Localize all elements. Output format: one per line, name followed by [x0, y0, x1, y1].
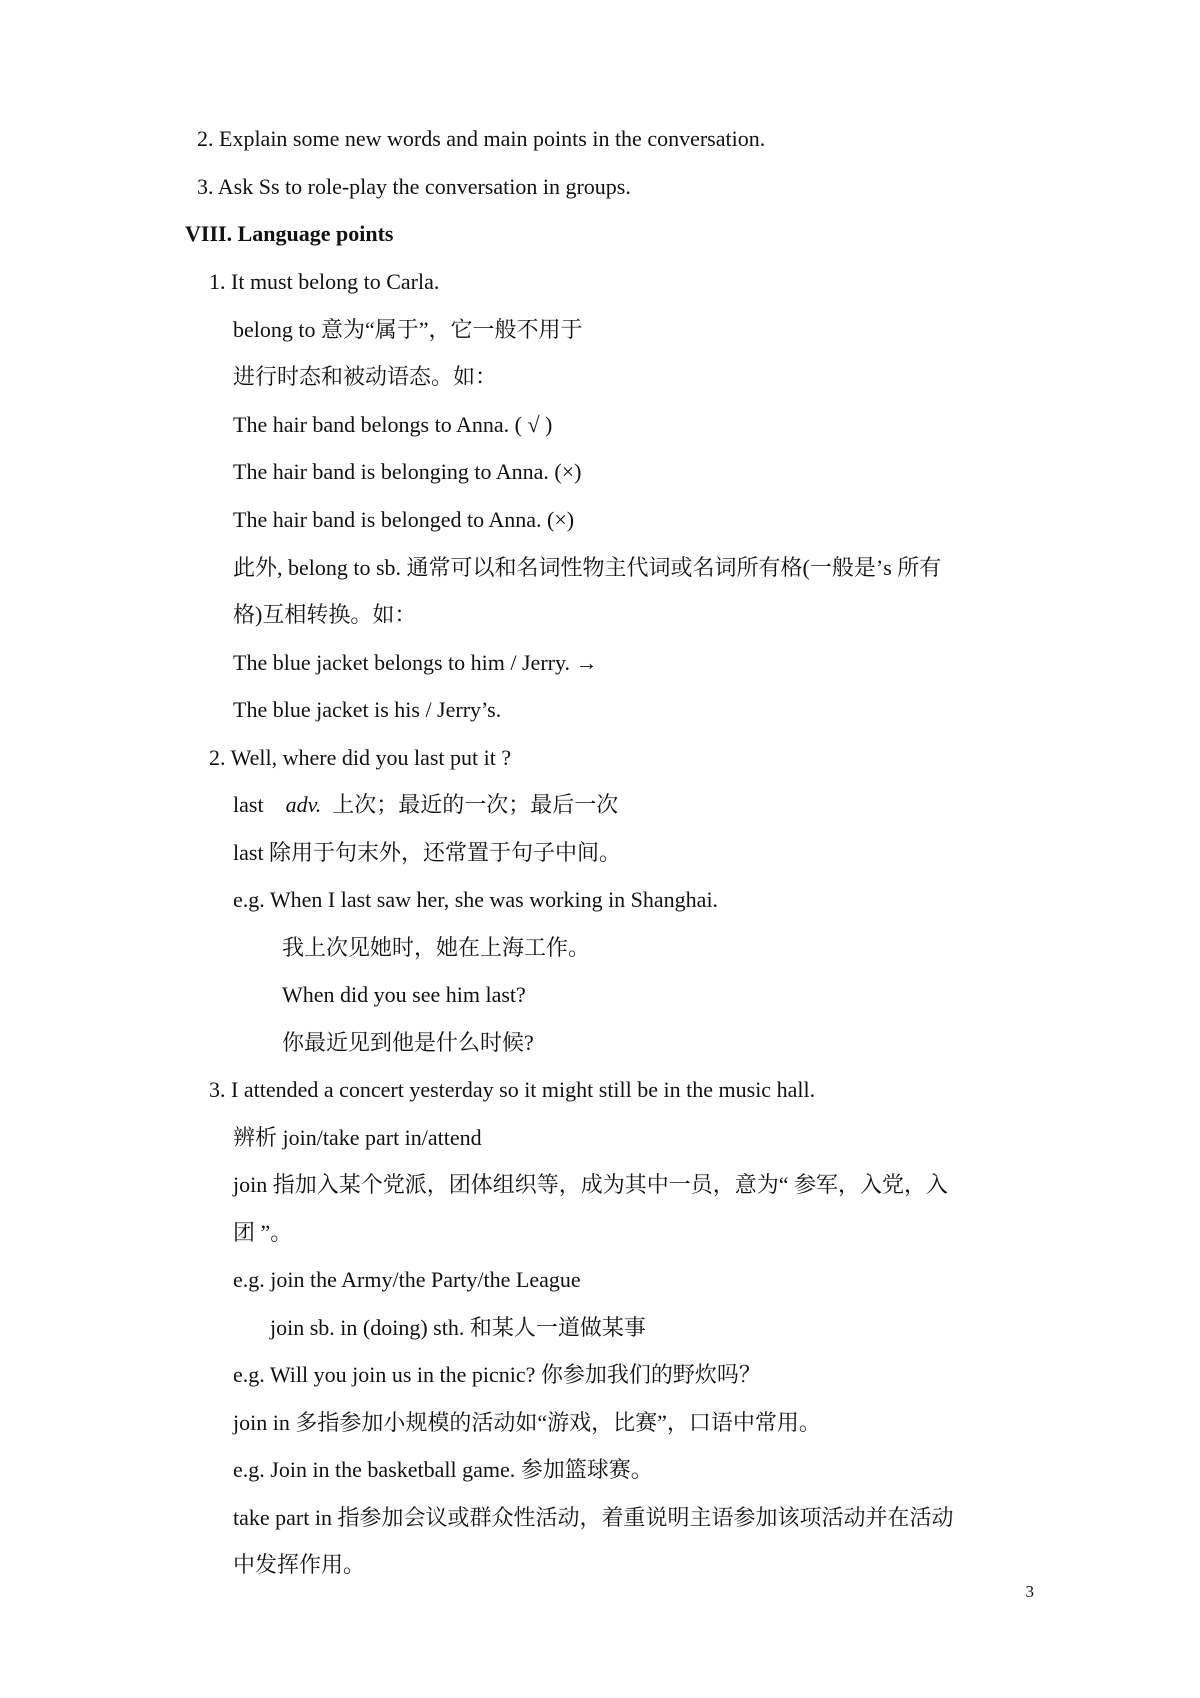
example-translation: 我上次见她时，她在上海工作。: [282, 935, 591, 960]
example-line: When did you see him last?: [282, 982, 526, 1007]
point-line: 辨析 join/take part in/attend: [233, 1125, 482, 1150]
point-line: 团 ”。: [233, 1220, 293, 1245]
point-line: The blue jacket belongs to him / Jerry. →: [233, 650, 598, 675]
section-heading: VIII. Language points: [185, 221, 394, 246]
point-title: 1. It must belong to Carla.: [209, 269, 440, 294]
point-line: take part in 指参加会议或群众性活动，着重说明主语参加该项活动并在活动: [233, 1505, 954, 1530]
definition-word: last: [233, 792, 264, 817]
point-line: 中发挥作用。: [233, 1552, 366, 1577]
point-line: last 除用于句末外，还常置于句子中间。: [233, 840, 622, 865]
point-line: The hair band is belonged to Anna. (×): [233, 507, 575, 532]
point-line: The hair band is belonging to Anna. (×): [233, 459, 582, 484]
point-title: 3. I attended a concert yesterday so it might still be in the music hall.: [209, 1077, 816, 1102]
point-line: 格)互相转换。如：: [233, 602, 417, 627]
instruction-line: 3. Ask Ss to role-play the conversation in groups.: [197, 174, 631, 199]
example-line: e.g. When I last saw her, she was working in Shanghai.: [233, 887, 719, 912]
point-line: belong to 意为“属于”，它一般不用于: [233, 317, 583, 342]
example-translation: 你最近见到他是什么时候?: [282, 1030, 534, 1055]
point-line: join in 多指参加小规模的活动如“游戏，比赛”，口语中常用。: [233, 1410, 821, 1435]
point-line: 此外, belong to sb. 通常可以和名词性物主代词或名词所有格(一般是’s 所有: [233, 555, 942, 580]
point-line: The blue jacket is his / Jerry’s.: [233, 697, 502, 722]
page-number: 3: [1025, 1582, 1034, 1601]
point-title: 2. Well, where did you last put it ?: [209, 745, 512, 770]
instruction-line: 2. Explain some new words and main points in the conversation.: [197, 126, 766, 151]
point-line: join 指加入某个党派，团体组织等，成为其中一员，意为“ 参军，入党，入: [233, 1172, 948, 1197]
definition-meaning: 上次；最近的一次；最后一次: [332, 792, 619, 817]
example-line: e.g. Will you join us in the picnic? 你参加我们的野炊吗？: [233, 1362, 761, 1387]
point-line: The hair band belongs to Anna. ( √ ): [233, 412, 553, 437]
example-line: e.g. Join in the basketball game. 参加篮球赛。: [233, 1457, 653, 1482]
point-line: 进行时态和被动语态。如：: [233, 364, 498, 389]
example-line: join sb. in (doing) sth. 和某人一道做某事: [270, 1315, 646, 1340]
definition-line: [233, 790, 618, 820]
example-line: e.g. join the Army/the Party/the League: [233, 1267, 581, 1292]
part-of-speech: adv.: [285, 792, 322, 817]
